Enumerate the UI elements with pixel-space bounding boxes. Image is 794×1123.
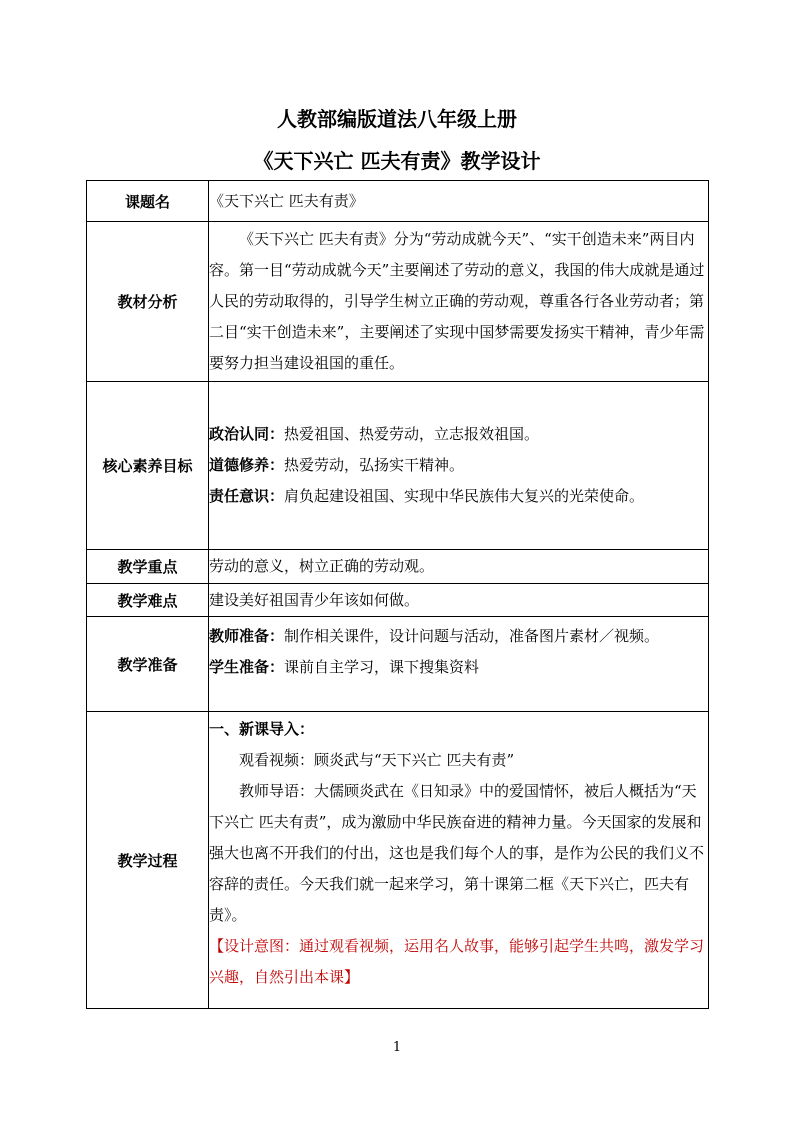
difficulties-label: 教学难点	[87, 584, 209, 617]
row-key-points	[87, 550, 709, 584]
row-analysis	[87, 222, 709, 382]
analysis-cell	[209, 222, 709, 382]
prep-key: 学生准备：	[209, 658, 285, 676]
process-heading: 一、新课导入：	[209, 720, 315, 738]
process-video: 观看视频：顾炎武与“天下兴亡 匹夫有责”	[239, 751, 515, 769]
process-cell	[209, 712, 709, 1009]
row-process	[87, 712, 709, 1009]
goal-value: 肩负起建设祖国、实现中华民族伟大复兴的光荣使命。	[284, 487, 645, 505]
prep-item	[209, 621, 708, 652]
analysis-text: 《天下兴亡 匹夫有责》分为“劳动成就今天”、“实干创造未来”两目内容。第一目“劳动成就今天”主要阐述了劳动的意义，我国的伟大成就是通过人民的劳动取得的，引导学生树立正确的劳动观，尊重各行各业劳动者；第二目“实干创造未来”，主要阐述了实现中国梦需要发扬实干精神，青少年需要努力担当建设祖国的重任。	[209, 230, 705, 372]
process-design-intent: 【设计意图：通过观看视频，运用名人故事，能够引起学生共鸣，激发学习兴趣，自然引出本课】	[209, 937, 705, 986]
key-points-value: 劳动的意义，树立正确的劳动观。	[209, 550, 709, 584]
prep-item	[209, 652, 708, 683]
goal-item	[209, 419, 708, 450]
difficulties-value: 建设美好祖国青少年该如何做。	[209, 584, 709, 617]
goal-item	[209, 450, 708, 481]
row-difficulties	[87, 584, 709, 617]
goal-key: 道德修养：	[209, 456, 285, 474]
key-points-label: 教学重点	[87, 550, 209, 584]
preparation-cell	[209, 617, 709, 712]
process-label: 教学过程	[87, 712, 209, 1009]
row-topic	[87, 181, 709, 222]
goal-value: 热爱祖国、热爱劳动，立志报效祖国。	[284, 425, 540, 443]
goal-key: 政治认同：	[209, 425, 285, 443]
goals-label: 核心素养目标	[87, 382, 209, 550]
lesson-plan-table	[86, 180, 709, 1009]
goal-item	[209, 481, 708, 512]
goal-key: 责任意识：	[209, 487, 285, 505]
document-title: 人教部编版道法八年级上册	[277, 107, 517, 131]
row-preparation	[87, 617, 709, 712]
prep-value: 课前自主学习，课下搜集资料	[284, 658, 480, 676]
goals-cell	[209, 382, 709, 550]
row-goals	[87, 382, 709, 550]
topic-value: 《天下兴亡 匹夫有责》	[209, 181, 709, 222]
prep-value: 制作相关课件，设计问题与活动，准备图片素材／视频。	[284, 627, 660, 645]
analysis-label: 教材分析	[87, 222, 209, 382]
goal-value: 热爱劳动，弘扬实干精神。	[284, 456, 465, 474]
page-number: 1	[392, 1040, 402, 1055]
topic-label: 课题名	[87, 181, 209, 222]
prep-key: 教师准备：	[209, 627, 285, 645]
preparation-label: 教学准备	[87, 617, 209, 712]
document-subtitle: 《天下兴亡 匹夫有责》教学设计	[253, 149, 541, 173]
process-teacher-intro: 教师导语：大儒顾炎武在《日知录》中的爱国情怀，被后人概括为“天下兴亡 匹夫有责”，成为激励中华民族奋进的精神力量。今天国家的发展和强大也离不开我们的付出，这也是我们每个人的事，是作为公民的我们义不容辞的责任。今天我们就一起来学习，第十课第二框《天下兴亡，匹夫有责》。	[209, 782, 705, 924]
